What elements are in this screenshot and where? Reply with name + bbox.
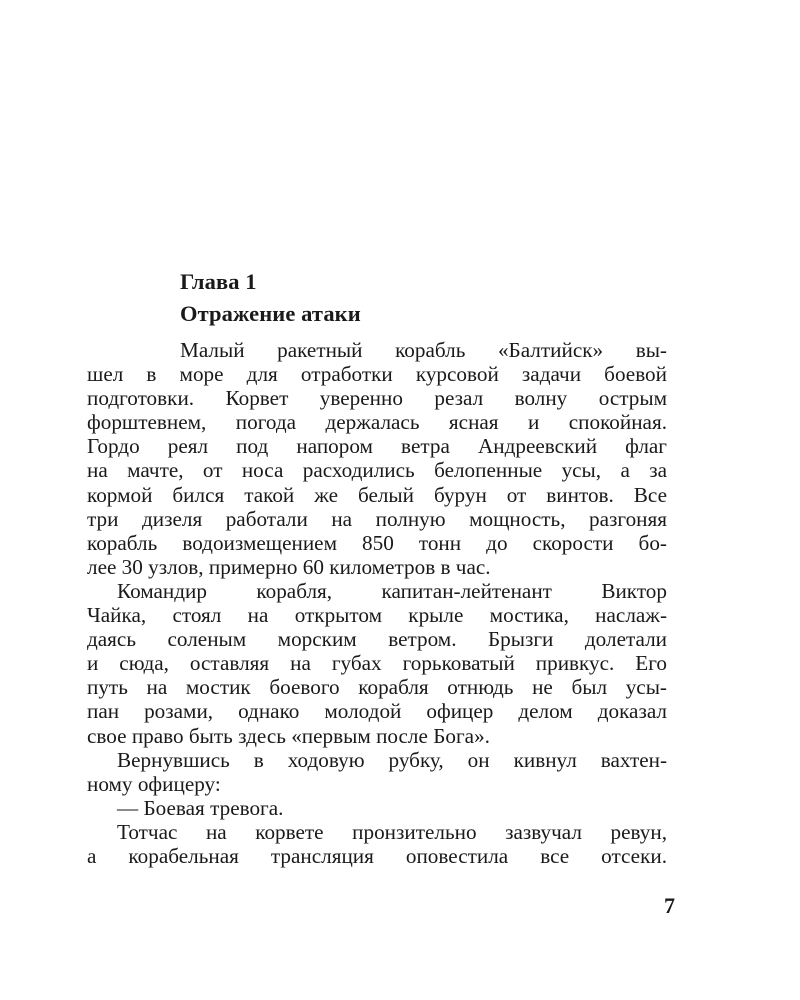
text-line: пан розами, однако молодой офицер делом доказал	[87, 699, 667, 724]
text-line: Тотчас на корвете пронзительно зазвучал ревун,	[117, 819, 667, 844]
text-line: Малый ракетный корабль «Балтийск» вы-	[180, 338, 667, 362]
text-line: а корабельная трансляция оповестила все отсеки.	[87, 843, 667, 868]
text-line: ному офицеру:	[87, 771, 221, 796]
text-line: путь на мостик боевого корабля отнюдь не был усы-	[87, 675, 667, 700]
text-line: три дизеля работали на полную мощность, разгоняя	[87, 506, 667, 531]
page-number: 7	[664, 893, 675, 918]
text-line: Гордо реял под напором ветра Андреевский флаг	[87, 434, 667, 459]
dialogue-line: — Боевая тревога.	[117, 795, 284, 820]
text-line: форштевнем, погода держалась ясная и спокойная.	[87, 410, 667, 435]
text-line: корабль водоизмещением 850 тонн до скорости бо-	[87, 530, 667, 555]
text-line: подготовки. Корвет уверенно резал волну острым	[87, 386, 667, 411]
body-text	[87, 338, 667, 868]
text-line: на мачте, от носа расходились белопенные усы, а за	[87, 458, 667, 483]
text-line: Чайка, стоял на открытом крыле мостика, наслаж-	[87, 603, 667, 628]
text-line: Командир корабля, капитан-лейтенант Виктор	[117, 578, 667, 603]
text-line: кормой бился такой же белый бурун от винтов. Все	[87, 482, 667, 507]
chapter-number: Глава 1	[180, 269, 257, 294]
text-line: даясь соленым морским ветром. Брызги долетали	[87, 627, 667, 652]
text-line: и сюда, оставляя на губах горьковатый привкус. Его	[87, 651, 667, 676]
chapter-title: Отражение атаки	[180, 301, 361, 326]
text-line: шел в море для отработки курсовой задачи боевой	[87, 362, 667, 387]
text-line: свое право быть здесь «первым после Бога».	[87, 723, 490, 748]
chapter-heading	[180, 266, 680, 330]
text-line: лее 30 узлов, примерно 60 километров в час.	[87, 554, 491, 579]
text-line: Вернувшись в ходовую рубку, он кивнул вахтен-	[117, 747, 667, 772]
